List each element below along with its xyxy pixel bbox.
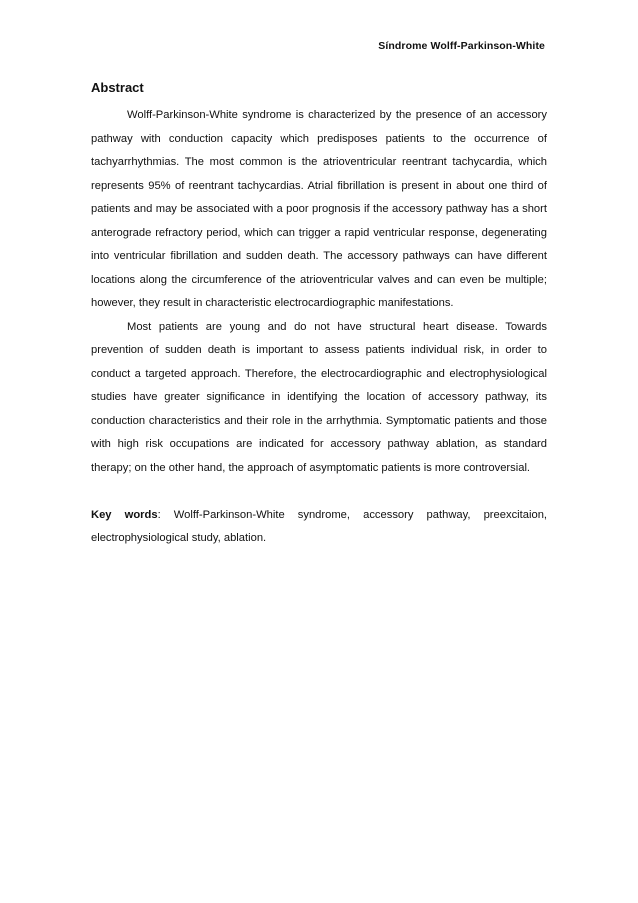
- keywords-paragraph: [91, 504, 547, 551]
- running-header: Síndrome Wolff-Parkinson-White: [378, 40, 545, 52]
- keywords-list: Wolff-Parkinson-White syndrome, accessory pathway, preexcitaion, electrophysiological study, ablation.: [91, 508, 548, 544]
- keywords-label: Key words: [91, 508, 158, 521]
- abstract-paragraph-1: Wolff-Parkinson-White syndrome is characterized by the presence of an accessory pathway with conduction capacity which predisposes patients to the occurrence of tachyarrhythmias. The most common is the atrioventricular reentrant tachycardia, which represents 95% of reentrant tachycardias. Atrial fibrillation is present in about one third of patients and may be associated with a poor prognosis if the accessory pathway has a short anterograde refractory period, which can trigger a rapid ventricular response, degenerating into ventricular fibrillation and sudden death. The accessory pathways can have different locations along the circumference of the atrioventricular valves and can even be multiple; however, they result in characteristic electrocardiographic manifestations.: [91, 109, 547, 309]
- abstract-heading: Abstract: [91, 80, 144, 95]
- abstract-paragraph-2: Most patients are young and do not have structural heart disease. Towards prevention of sudden death is important to assess patients individual risk, in order to conduct a targeted approach. Therefore, the electrocardiographic and electrophysiological studies have greater significance in identifying the location of accessory pathway, its conduction characteristics and their role in the arrhythmia. Symptomatic patients and those with high risk occupations are indicated for accessory pathway ablation, as standard therapy; on the other hand, the approach of asymptomatic patients is more controversial.: [91, 320, 547, 474]
- keywords-separator: :: [157, 508, 174, 521]
- abstract-section: [91, 79, 547, 551]
